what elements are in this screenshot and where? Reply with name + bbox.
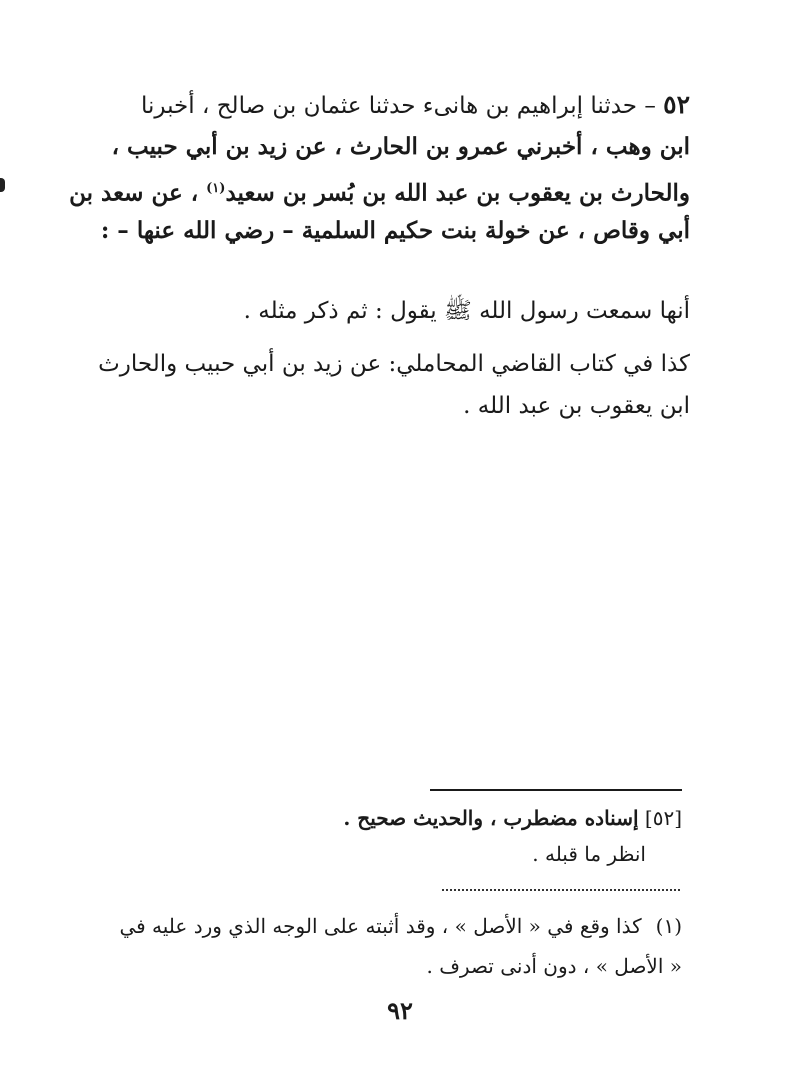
hadith-saying: أنها سمعت رسول الله ﷺ يقول : ثم ذكر مثله . [243, 298, 690, 324]
footnote-line-1 [118, 906, 682, 946]
page-number: ٩٢ [387, 996, 413, 1025]
footnote-line-1-text: كذا وقع في « الأصل » ، وقد أثبته على الوجه الذي ورد عليه في [119, 914, 642, 938]
footnote-divider [442, 889, 680, 891]
margin-mark [0, 178, 5, 192]
takhrij-grading: إسناده مضطرب ، والحديث صحيح . [343, 806, 639, 830]
editor-note-line-1: كذا في كتاب القاضي المحاملي: عن زيد بن أبي حبيب والحارث [98, 351, 690, 377]
editor-note-line-2: ابن يعقوب بن عبد الله . [463, 393, 690, 419]
takhrij-grading-line [250, 800, 682, 836]
hadith-line-3-text: والحارث بن يعقوب بن عبد الله بن بُسر بن سعيد [225, 179, 690, 207]
hadith-line-1 [118, 84, 690, 126]
footnote-marker: (١) [655, 914, 682, 938]
hadith-line-2: ابن وهب ، أخبرني عمرو بن الحارث ، عن زيد بن أبي حبيب ، [111, 133, 690, 160]
hadith-line-3 [69, 168, 690, 210]
footnote-ref[interactable]: (١) [206, 181, 226, 196]
footnote-line-2: « الأصل » ، دون أدنى تصرف . [426, 954, 682, 978]
footnote-section [118, 906, 682, 986]
hadith-line-3-tail: ، عن سعد بن [69, 179, 199, 207]
takhrij-section [250, 800, 682, 872]
takhrij-ref: [٥٢] [644, 806, 682, 830]
hadith-line-4: أبي وقاص ، عن خولة بنت حكيم السلمية – رضي الله عنها – : [100, 217, 690, 244]
editor-note [98, 343, 690, 427]
hadith-text [69, 84, 690, 252]
hadith-number: ٥٢ [663, 90, 690, 119]
takhrij-divider [430, 789, 682, 791]
takhrij-see: انظر ما قبله . [532, 842, 646, 866]
hadith-line-1-text: – حدثنا إبراهيم بن هانىء حدثنا عثمان بن صالح ، أخبرنا [141, 93, 656, 119]
